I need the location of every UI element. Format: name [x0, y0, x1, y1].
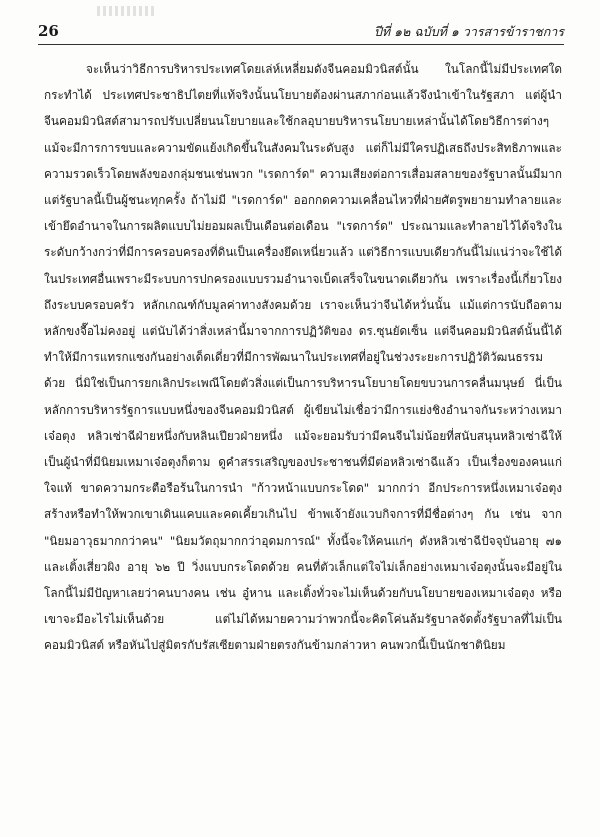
body-text — [44, 56, 562, 659]
page-header — [38, 22, 564, 44]
page-number: 26 — [38, 22, 59, 40]
header-rule — [38, 44, 564, 45]
body-paragraph: จะเห็นว่าวิธีการบริหารประเทศโดยเล่ห์เหลี่ยมดังจีนคอมมิวนิสต์นั้น ในโลกนี้ไม่มีประเทศใดกระทำได้ ประเทศประชาธิปไตยที่แท้จริงนั้นนโยบายต้องผ่านสภาก่อนแล้วจึงนำเข้าในรัฐสภา แต่ผู้นำจีนคอมมิวนิสต์สามารถปรับเปลี่ยนนโยบายและใช้กลอุบายบริหารนโยบายเหล่านั้นได้โดยวิธีการต่างๆ แม้จะมีการการขบและความขัดแย้งเกิดขึ้นในสังคมในระดับสูง แต่ก็ไม่มีใครปฏิเสธถึงประสิทธิภาพและความรวดเร็วโดยพลังของกลุ่มชนเช่นพวก "เรดการ์ด" ความเสียงต่อการเสื่อมสลายของรัฐบาลนั้นมีมาก แต่รัฐบาลนี้เป็นผู้ชนะทุกครั้ง ถ้าไม่มี "เรดการ์ด" ออกกดความเคลื่อนไหวที่ฝ่ายศัตรูพยายามทำลายและเข้ายึดอำนาจในการผลิตแบบไม่ยอมผลเป็นเดือนต่อเดือน "เรดการ์ด" ประณามและทำลายไว้ได้จริงในระดับกว้างกว่าที่มีการครอบครองที่ดินเป็นเครื่องยึดเหนี่ยวแล้ว แต่วิธีการแบบเดียวกันนี้ไม่แน่ว่าจะใช้ได้ในประเทศอื่นเพราะมีระบบการปกครองแบบรวมอำนาจเบ็ดเสร็จในขนาดเดียวกัน เพราะเรื่องนี้เกี่ยวโยงถึงระบบครอบครัว หลักเกณฑ์กับมูลค่าทางสังคมด้วย เราจะเห็นว่าจีนได้หวั่นนั้น แม้แต่การนับถือตามหลักขงจื๊อไม่คงอยู่ แต่นับได้ว่าสิ่งเหล่านี้มาจากการปฏิวัติของ ดร.ซุนยัดเซ็น แต่จีนคอมมิวนิสต์นั้นนี้ได้ทำให้มีการแทรกแซงกันอย่างเด็ดเดี่ยวที่มีการพัฒนาในประเทศที่อยู่ในช่วงระยะการปฏิวัติวัฒนธรรมด้วย นี่มิใช่เป็นการยกเลิกประเพณีโดยตัวสิ่งแต่เป็นการบริหารนโยบายโดยขบวนการคลื่นมนุษย์ นี่เป็นหลักการบริหารรัฐการแบบหนึ่งของจีนคอมมิวนิสต์ ผู้เขียนไม่เชื่อว่ามีการแย่งชิงอำนาจกันระหว่างเหมาเจ๋อตุง หลิวเซ่าฉีฝ่ายหนึ่งกับหลินเปียวฝ่ายหนึ่ง แม้จะยอมรับว่ามีคนจีนไม่น้อยที่สนับสนุนหลิวเซ่าฉีให้เป็นผู้นำที่มีนิยมเหมาเจ๋อตุงก็ตาม ดูคำสรรเสริญของประชาชนที่มีต่อหลิวเซ่าฉีแล้ว เป็นเรื่องของคนแก่ใจแท้ ขาดความกระตือรือร้นในการนำ "ก้าวหน้าแบบกระโดด" มากกว่า อีกประการหนึ่งเหมาเจ๋อตุงสร้างหรือทำให้พวกเขาเดินแคบและคดเคี้ยวเกินไป ข้าพเจ้ายังแวบกิจการที่มีชื่อต่างๆ กัน เช่น จาก "นิยมอาวุธมากกว่าคน" "นิยมวัตถุมากกว่าอุดมการณ์" ทั้งนี้จะให้คนแก่ๆ ดังหลิวเซ่าฉีปัจจุบันอายุ ๗๑ และเติ้งเสี่ยวผิง อายุ ๖๒ ปี วิ่งแบบกระโดดด้วย คนที่ตัวเล็กแต่ใจไม่เล็กอย่างเหมาเจ๋อตุงนั้นจะมีอยู่ในโลกนี้ไม่มีปัญหาเลยว่าคนบางคน เช่น อู๋หาน และเติ้งทั่วจะไม่เห็นด้วยกับนโยบายของเหมาเจ๋อตุง หรือเขาจะมีอะไรไม่เห็นด้วย แต่ไม่ได้หมายความว่าพวกนี้จะคิดโค่นล้มรัฐบาลจัดตั้งรัฐบาลที่ไม่เป็นคอมมิวนิสต์ หรือหันไปสู่มิตรกับรัสเซียตามฝ่ายตรงกันข้ามกล่าวหา คนพวกนี้เป็นนักชาตินิยม — [44, 62, 562, 653]
running-head: ปีที่ ๑๒ ฉบับที่ ๑ วารสารข้าราชการ — [374, 24, 564, 39]
scan-artifact — [97, 6, 157, 16]
